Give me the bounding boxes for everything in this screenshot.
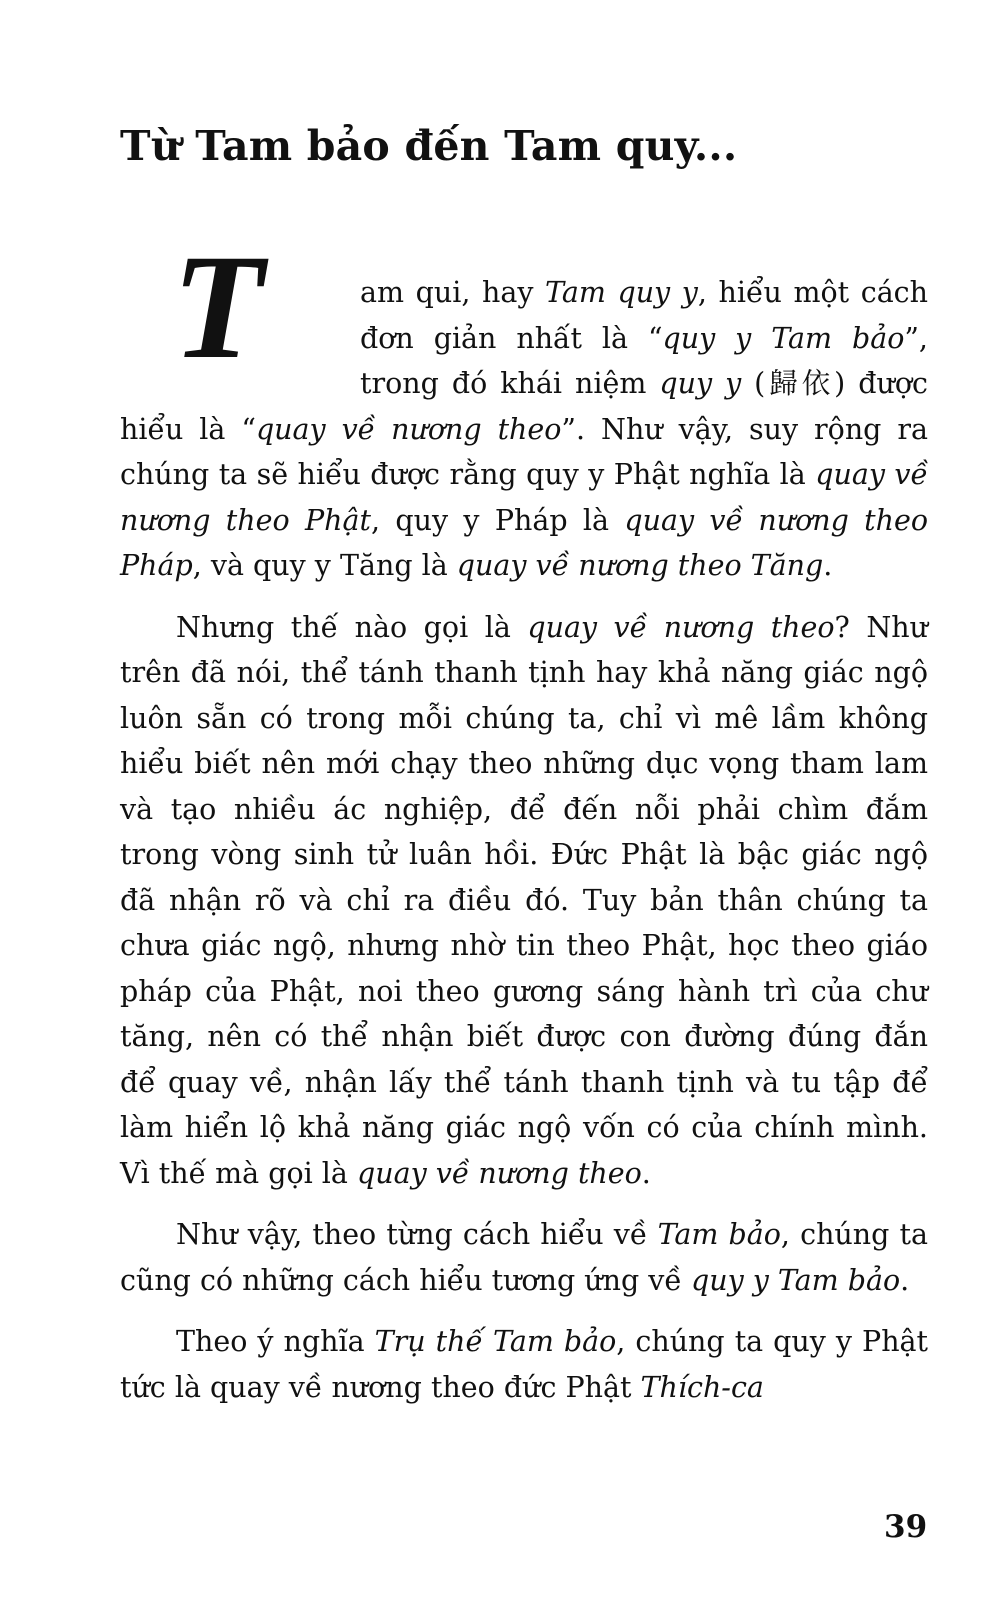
italic-term: Thích-ca (640, 1370, 764, 1404)
text-run: ”, trong đó khái niệm (360, 321, 928, 400)
text-run: , chúng ta quy y Phật tức là quay về nương theo đức Phật (120, 1325, 929, 1404)
text-run: . (641, 1156, 651, 1190)
drop-cap: T (172, 224, 264, 390)
text-run: am qui, hay (360, 276, 546, 309)
text-run: Theo ý nghĩa (176, 1325, 375, 1358)
italic-term: quay về nương theo Tăng (456, 549, 824, 582)
italic-term: quy y (659, 367, 742, 400)
text-run: Nhưng thế nào gọi là (176, 610, 528, 644)
paragraph-1 (120, 224, 929, 589)
body-text (120, 224, 929, 1426)
text-run: , quy y Pháp là (370, 503, 625, 537)
italic-term: quay về nương theo (527, 610, 835, 644)
text-run: ? Như trên đã nói, thể tánh thanh tịnh hay khả năng giác ngộ luôn sẵn có trong mỗi chúng ta, chỉ vì mê lầm không hiểu biết nên mới chạy theo những dục vọng tham lam và tạo nhiều ác nghiệp, để đến nỗi phải chìm đắm trong vòng sinh tử luân hồi. Đức Phật là bậc giác ngộ đã nhận rõ và chỉ ra điều đó. Tuy bản thân chúng ta chưa giác ngộ, nhưng nhờ tin theo Phật, học theo giáo pháp của Phật, noi theo gương sáng hành trì của chư tăng, nên có thể nhận biết được con đường đúng đắn để quay về, nhận lấy thể tánh thanh tịnh và tu tập để làm hiển lộ khả năng giác ngộ vốn có của chính mình. Vì thế mà gọi là (120, 610, 928, 1190)
text-run: , chúng ta cũng có những cách hiểu tương ứng về (120, 1218, 928, 1297)
italic-term: quy y Tam bảo (662, 321, 905, 355)
paragraph-4 (120, 1319, 928, 1410)
text-run: Như vậy, theo từng cách hiểu về (176, 1218, 658, 1251)
italic-term: Tam quy y (545, 276, 698, 309)
page-number: 39 (884, 1509, 928, 1545)
italic-term: quy y Tam bảo (690, 1263, 901, 1297)
italic-term: quay về nương theo Pháp (120, 503, 928, 582)
text-run: (歸依) được hiểu là “ (120, 367, 928, 446)
text-run: , hiểu một cách đơn giản nhất là “ (360, 276, 929, 355)
text-run: , và quy y Tăng là (192, 549, 457, 582)
italic-term: quay về nương theo (255, 412, 562, 446)
text-run: . (900, 1263, 910, 1297)
paragraph-2 (120, 605, 928, 1197)
italic-term: Trụ thế Tam bảo (374, 1325, 617, 1358)
italic-term: quay về nương theo Phật (120, 458, 928, 537)
italic-term: Tam bảo (657, 1218, 781, 1251)
text-run: . (823, 549, 833, 582)
text-run: ”. Như vậy, suy rộng ra chúng ta sẽ hiểu được rằng quy y Phật nghĩa là (120, 412, 928, 491)
paragraph-3 (120, 1212, 928, 1303)
section-heading: Từ Tam bảo đến Tam quy... (120, 122, 738, 170)
italic-term: quay về nương theo (356, 1156, 642, 1190)
